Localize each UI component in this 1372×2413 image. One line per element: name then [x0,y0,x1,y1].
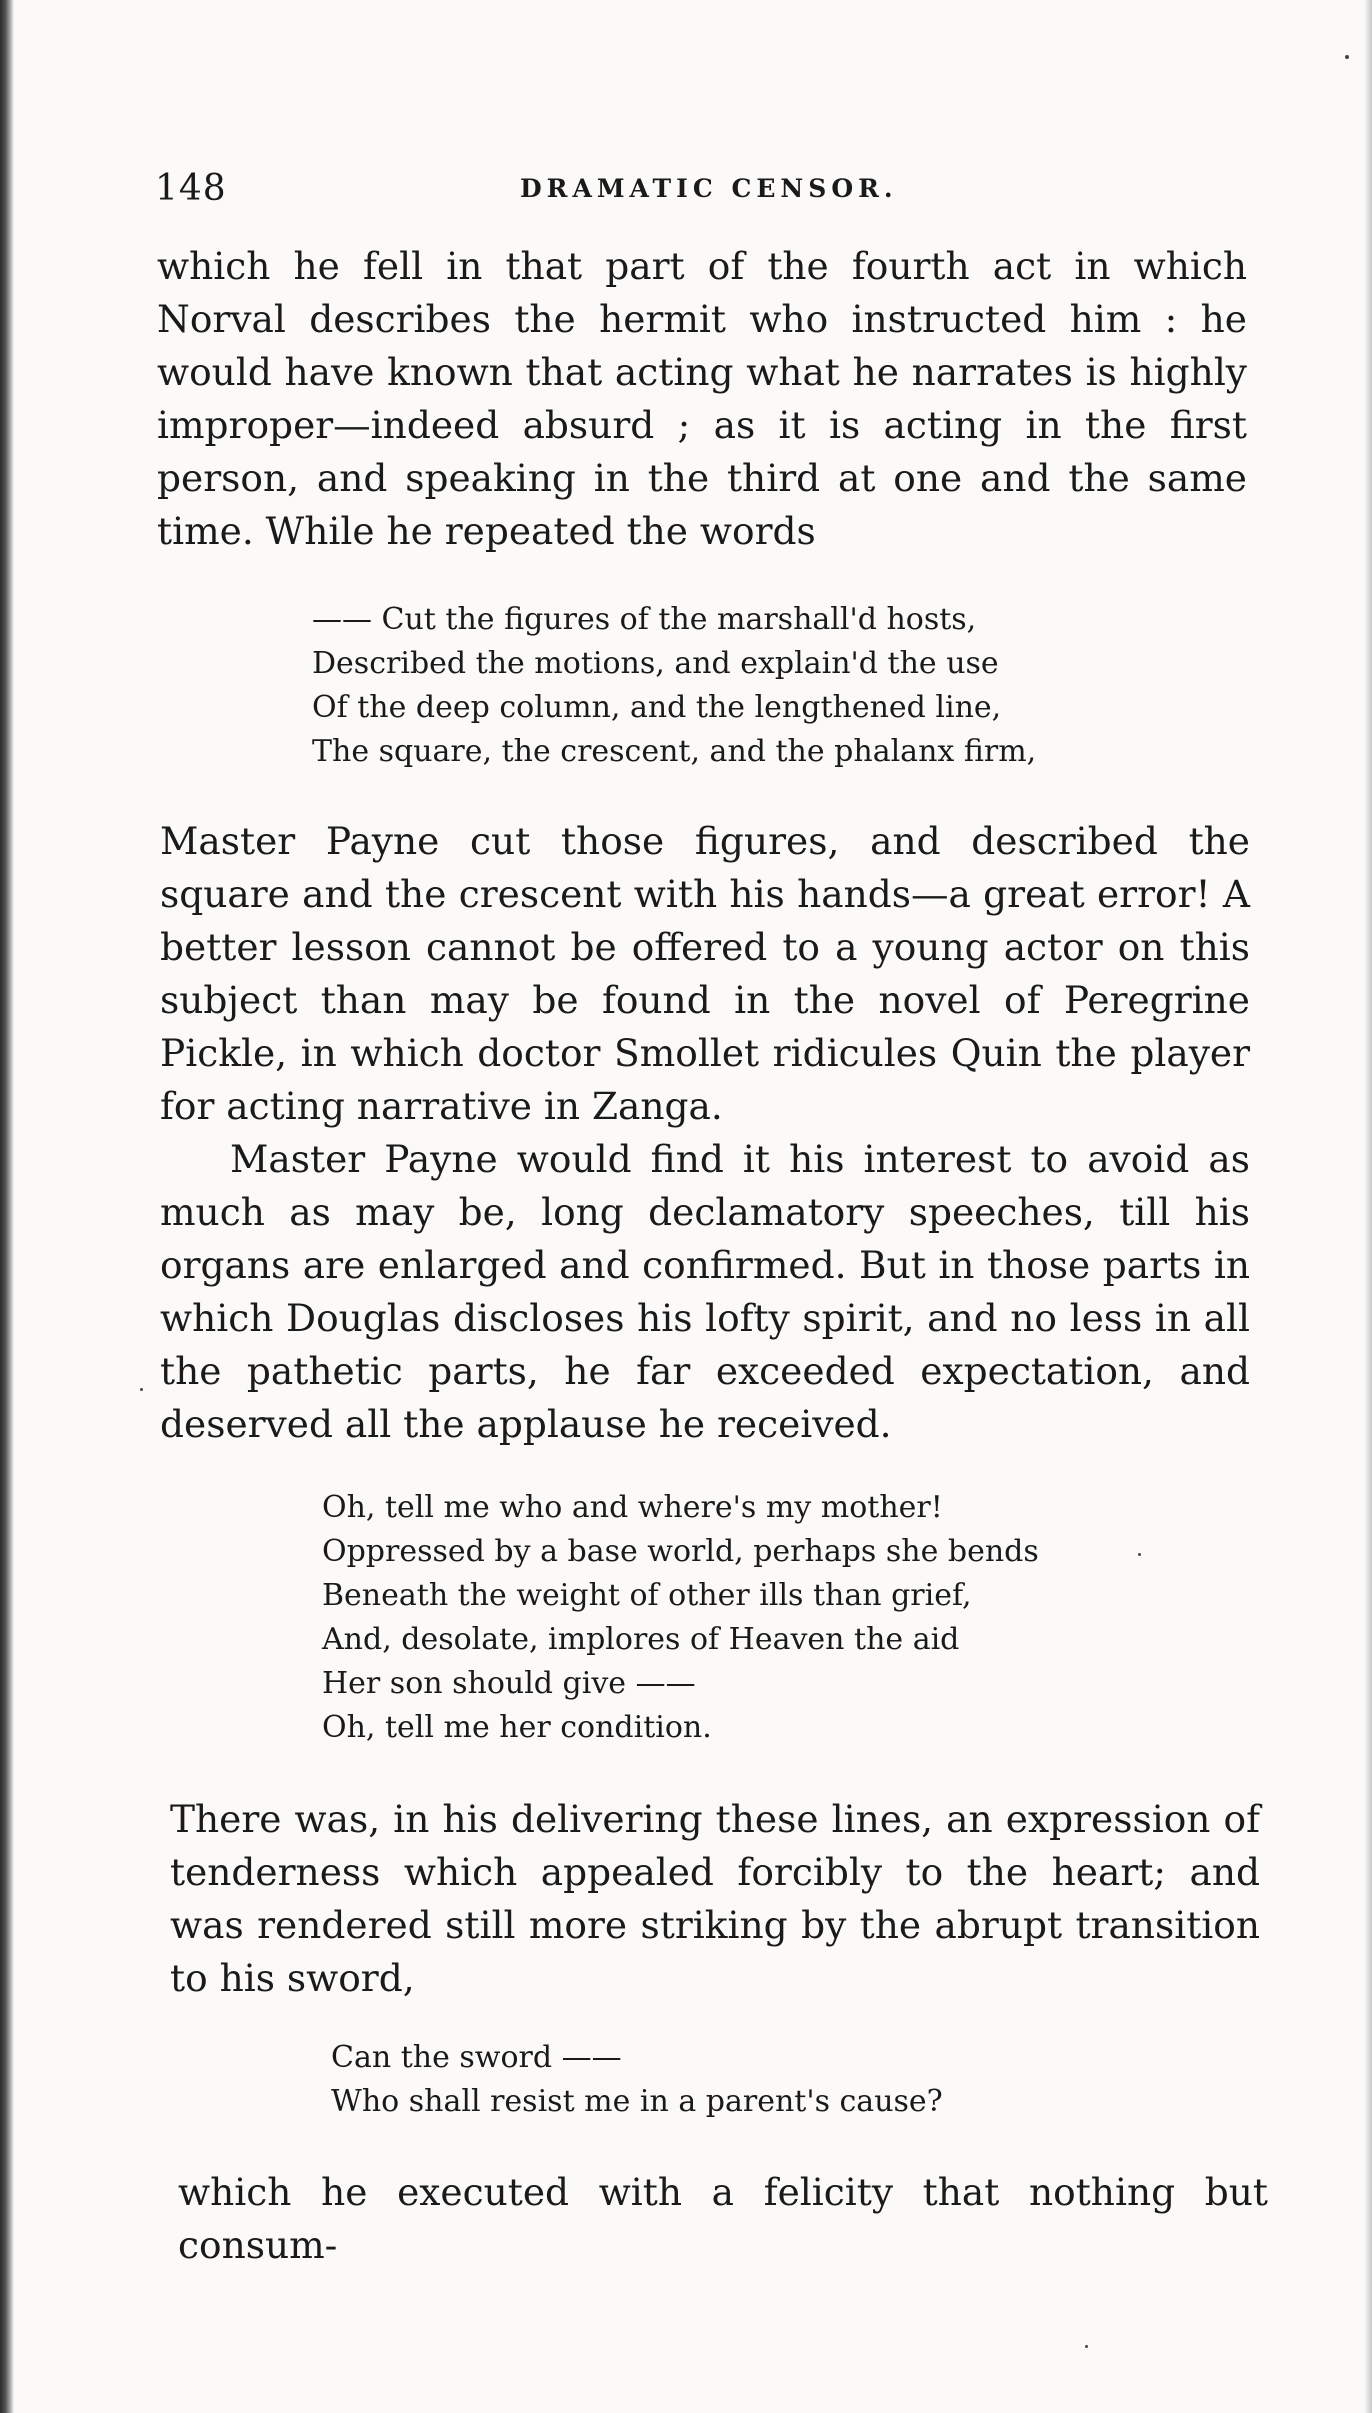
paragraph-1 [157,240,1247,558]
verse-quote-3 [331,2036,943,2124]
verse-line: The square, the crescent, and the phalanx firm, [312,734,1037,769]
ink-speck [1085,2345,1088,2348]
page-number: 148 [155,168,227,209]
paragraph-text: Master Payne would find it his interest to avoid as much as may be, long declamatory speeches, till his organs are enlarged and confirmed. But in those parts in which Douglas discloses his lofty spirit, and no less in all the pathetic parts, he far exceeded expectation, and deserved all the applause he received. [160,1137,1250,1446]
ink-speck [1138,1553,1141,1556]
verse-line: Oh, tell me her condition. [322,1710,712,1745]
verse-line: Of the deep column, and the lengthened line, [312,690,1002,725]
paragraph-5 [178,2166,1268,2272]
verse-line: Oh, tell me who and where's my mother! [322,1490,943,1525]
ink-speck [140,1388,143,1391]
paragraph-2 [160,815,1250,1451]
verse-line: Her son should give —— [322,1666,696,1701]
verse-line: —— Cut the figures of the marshall'd hosts, [312,602,977,637]
verse-quote-2 [322,1486,1039,1750]
paragraph-4 [170,1793,1260,2005]
verse-quote-1 [312,598,1036,774]
verse-line: Who shall resist me in a parent's cause? [331,2084,943,2119]
verse-line: And, desolate, implores of Heaven the aid [322,1622,960,1657]
page-binding-edge [0,0,14,2413]
page-right-edge [1364,0,1372,2413]
paragraph-text: which he executed with a felicity that nothing but consum- [178,2170,1268,2267]
verse-line: Described the motions, and explain'd the use [312,646,999,681]
paragraph-text: Master Payne cut those figures, and described the square and the crescent with his hands—a great error! A better lesson cannot be offered to a young actor on this subject than may be found in the novel of Peregrine Pickle, in which doctor Smollet ridicules Quin the player for acting narrative in Zanga. [160,819,1250,1128]
verse-line: Beneath the weight of other ills than grief, [322,1578,972,1613]
page-header [155,168,1255,218]
verse-line: Oppressed by a base world, perhaps she bends [322,1534,1039,1569]
verse-line: Can the sword —— [331,2040,622,2075]
paragraph-text: There was, in his delivering these lines, an expression of tenderness which appealed forcibly to the heart; and was rendered still more striking by the abrupt transition to his sword, [170,1797,1260,2000]
running-title: DRAMATIC CENSOR. [520,174,898,203]
ink-speck [1345,55,1349,59]
paragraph-text: which he fell in that part of the fourth act in which Norval describes the hermit who instructed him : he would have known that acting what he narrates is highly improper—indeed absurd ; as it is acting in the first person, and speaking in the third at one and the same time. While he repeated the words [157,244,1247,553]
